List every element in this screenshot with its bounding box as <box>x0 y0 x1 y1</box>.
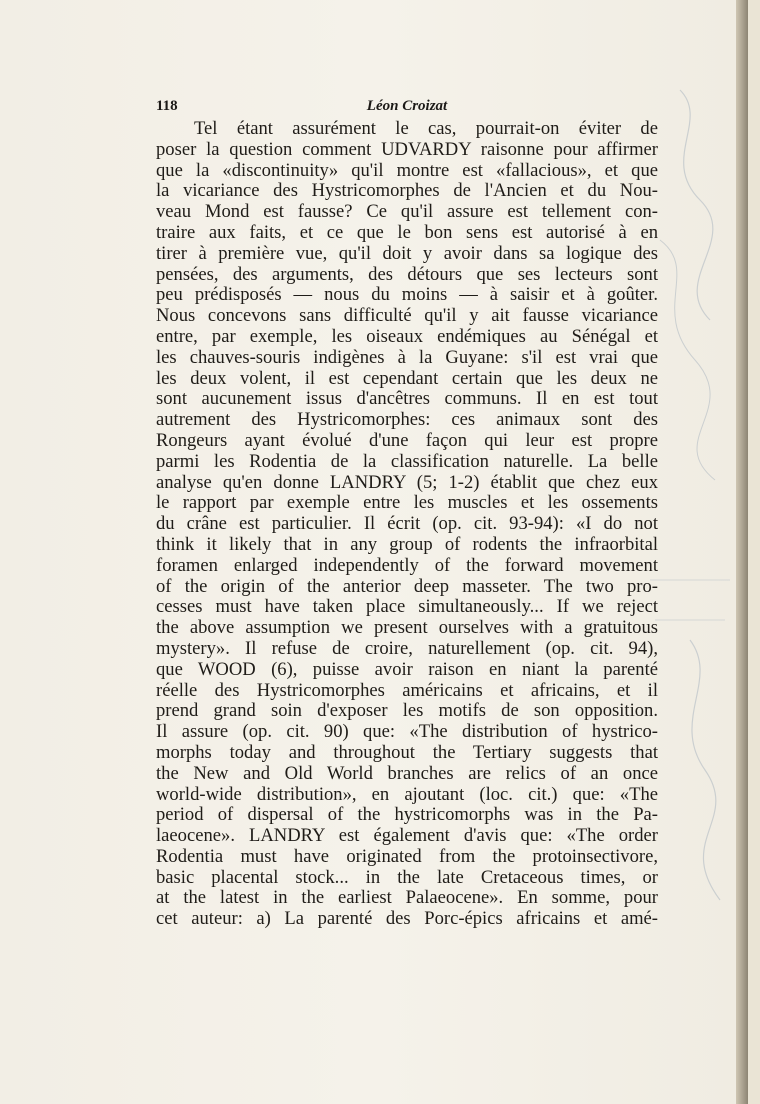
text-line: traire aux faits, et ce que le bon sens est autorisé à en <box>156 221 658 243</box>
text-line: Nous concevons sans difficulté qu'il y ait fausse vicariance <box>156 305 658 327</box>
text-line: les chauves-souris indigènes à la Guyane: s'il est vrai que <box>156 346 658 368</box>
text-line: Rongeurs ayant évolué d'une façon qui leur est propre <box>156 429 658 451</box>
text-line: morphs today and throughout the Tertiary suggests that <box>156 741 658 763</box>
text-line: basic placental stock... in the late Cretaceous times, or <box>156 866 658 888</box>
text-line: poser la question comment UDVARDY raisonne pour affirmer <box>156 138 658 160</box>
text-line: veau Mond est fausse? Ce qu'il assure est tellement con- <box>156 201 658 223</box>
page-header <box>156 98 658 118</box>
text-line: parmi les Rodentia de la classification naturelle. La belle <box>156 450 658 472</box>
text-line: period of dispersal of the hystricomorphs was in the Pa- <box>156 804 658 826</box>
text-line: of the origin of the anterior deep masseter. The two pro- <box>156 575 658 597</box>
text-line: le rapport par exemple entre les muscles et les ossements <box>156 492 658 514</box>
text-line: analyse qu'en donne LANDRY (5; 1-2) établit que chez eux <box>156 471 658 493</box>
text-line: think it likely that in any group of rodents the infraorbital <box>156 533 658 555</box>
text-line: cesses must have taken place simultaneously... If we reject <box>156 596 658 618</box>
text-line: laeocene». LANDRY est également d'avis que: «The order <box>156 825 658 847</box>
page-edge <box>736 0 748 1104</box>
text-line: la vicariance des Hystricomorphes de l'Ancien et du Nou- <box>156 180 658 202</box>
text-line: foramen enlarged independently of the forward movement <box>156 554 658 576</box>
text-line: the New and Old World branches are relics of an once <box>156 762 658 784</box>
running-head: Léon Croizat <box>366 98 448 114</box>
body-text <box>156 119 658 930</box>
text-line: world-wide distribution», en ajoutant (loc. cit.) que: «The <box>156 783 658 805</box>
text-line: Rodentia must have originated from the protoinsectivore, <box>156 845 658 867</box>
text-line: prend grand soin d'exposer les motifs de son opposition. <box>156 700 658 722</box>
text-line: du crâne est particulier. Il écrit (op. cit. 93-94): «I do not <box>156 513 658 535</box>
text-line: réelle des Hystricomorphes américains et africains, et il <box>156 679 658 701</box>
text-line: mystery». Il refuse de croire, naturellement (op. cit. 94), <box>156 637 658 659</box>
text-line: autrement des Hystricomorphes: ces animaux sont des <box>156 409 658 431</box>
text-line: Il assure (op. cit. 90) que: «The distribution of hystrico- <box>156 721 658 743</box>
text-line: pensées, des arguments, des détours que ses lecteurs sont <box>156 263 658 285</box>
text-line: que WOOD (6), puisse avoir raison en niant la parenté <box>156 658 658 680</box>
page-number: 118 <box>156 98 178 114</box>
text-line: les deux volent, il est cependant certain que les deux ne <box>156 367 658 389</box>
text-line: entre, par exemple, les oiseaux endémiques au Sénégal et <box>156 325 658 347</box>
text-line: at the latest in the earliest Palaeocene». En somme, pour <box>156 887 658 909</box>
text-line: Tel étant assurément le cas, pourrait-on éviter de <box>194 118 658 139</box>
text-line: the above assumption we present ourselves with a gratuitous <box>156 617 658 639</box>
text-line: tirer à première vue, qu'il doit y avoir dans sa logique des <box>156 242 658 264</box>
text-line: peu prédisposés — nous du moins — à saisir et à goûter. <box>156 284 658 306</box>
text-line: cet auteur: a) La parenté des Porc-épics africains et amé- <box>156 908 658 930</box>
text-line: que la «discontinuity» qu'il montre est «fallacious», et que <box>156 159 658 181</box>
text-line: sont aucunement issus d'ancêtres communs. Il en est tout <box>156 388 658 410</box>
